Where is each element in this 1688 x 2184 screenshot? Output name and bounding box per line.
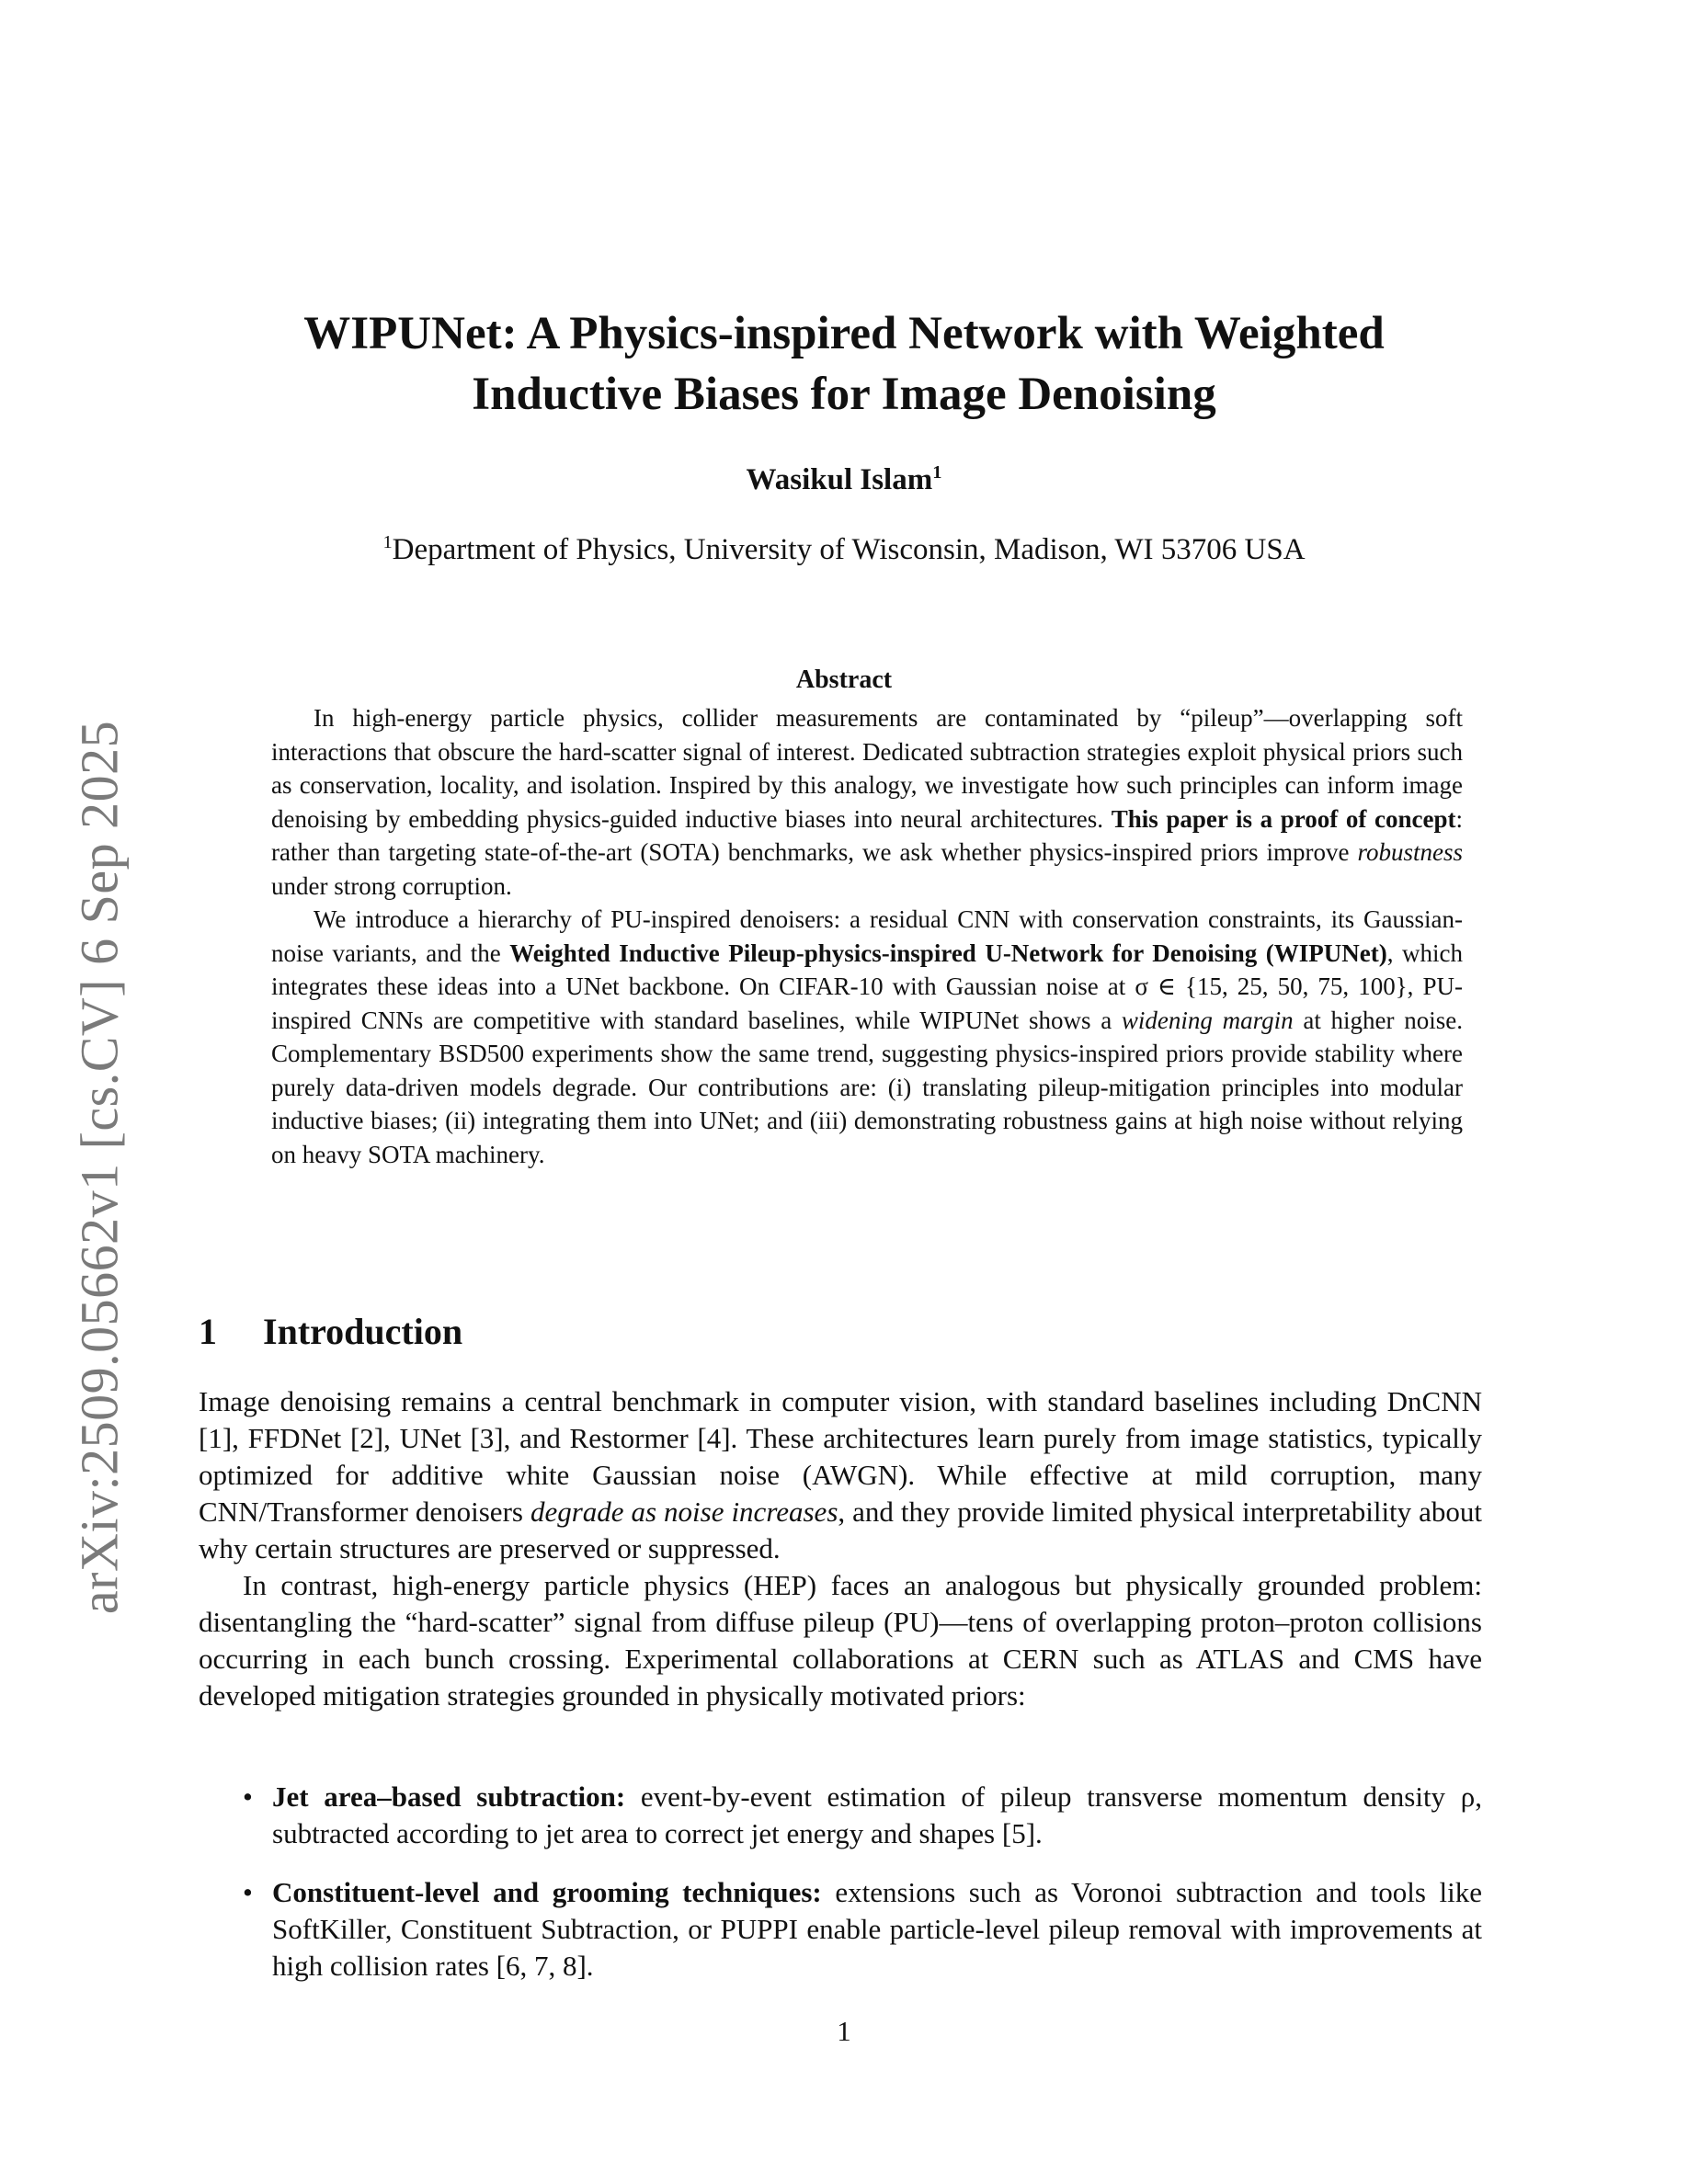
intro-paragraph-1 [199, 1383, 1482, 1567]
abstract-italic: robustness [1357, 838, 1463, 866]
abstract-emphasis: This paper is a proof of concept [1111, 804, 1456, 833]
intro-italic: degrade as noise increases [530, 1496, 838, 1528]
abstract-paragraph-2 [271, 903, 1463, 1171]
author-affiliation-mark: 1 [932, 462, 942, 483]
intro-paragraph-2: In contrast, high-energy particle physics (HEP) faces an analogous but physically grounded problem: disentangling the “hard-scatter” signal from diffuse pileup (PU)—tens of overlapping proton–proton collisions occurring in each bunch crossing. Experimental collaborations at CERN such as ATLAS and CMS have developed mitigation strategies grounded in physically motivated priors: [199, 1569, 1482, 1712]
list-item-heading: Constituent-level and grooming techniques: [272, 1876, 822, 1908]
abstract-text: We introduce a hierarchy of PU-inspired denoisers: a residual CNN with conservation constraints, its Gaussian-noise variants, and the [271, 905, 1463, 967]
list-item-text: event-by-event estimation of pileup transverse momentum density ρ, subtracted according to jet area to correct jet energy and shapes [5]. [272, 1780, 1482, 1849]
abstract-italic: widening margin [1121, 1006, 1294, 1034]
affiliation [184, 531, 1504, 568]
arxiv-identifier: arXiv:2509.05662v1 [cs.CV] 6 Sep 2025 [69, 720, 130, 1615]
mitigation-strategies-list [243, 1779, 1482, 2007]
abstract-text: at higher noise. Complementary BSD500 experiments show the same trend, suggesting physics-inspired priors provide stability where purely data-driven models degrade. Our contributions are: (i) translating pileup-mitigation principles into modular inductive biases; (ii) integrating them into UNet; and (iii) demonstrating robustness gains at high noise without relying on heavy SOTA machinery. [271, 1006, 1463, 1168]
bullet-marker: • [243, 1780, 253, 1813]
author-name: Wasikul Islam [746, 463, 933, 496]
affiliation-text: Department of Physics, University of Wisconsin, Madison, WI 53706 USA [392, 533, 1306, 566]
bullet-marker: • [243, 1876, 253, 1908]
affiliation-mark: 1 [382, 532, 393, 552]
abstract-heading: Abstract [795, 665, 893, 694]
abstract-emphasis: Weighted Inductive Pileup-physics-inspired U-Network for Denoising (WIPUNet) [509, 938, 1387, 967]
abstract-text: : rather than targeting state-of-the-art (SOTA) benchmarks, we ask whether physics-inspired priors improve [271, 804, 1463, 866]
title-line-1: WIPUNet: A Physics-inspired Network with Weighted [303, 308, 1385, 359]
list-item-heading: Jet area–based subtraction: [272, 1780, 626, 1813]
abstract-body [271, 701, 1463, 1171]
paper-title [184, 303, 1504, 425]
introduction-body [199, 1383, 1482, 1714]
abstract-text: under strong corruption. [271, 871, 512, 900]
section-heading-introduction [199, 1310, 462, 1354]
intro-text: Image denoising remains a central benchmark in computer vision, with standard baselines including DnCNN [1], FFDNet [2], UNet [3], and Restormer [4]. These architectures learn purely from image statistics, typically optimized for additive white Gaussian noise (AWGN). While effective at mild corruption, many CNN/Transformer denoisers [199, 1385, 1482, 1528]
page-number: 1 [837, 2015, 851, 2047]
abstract-paragraph-1 [271, 701, 1463, 903]
section-number: 1 [199, 1311, 217, 1352]
author [184, 461, 1504, 498]
list-item-text: extensions such as Voronoi subtraction and tools like SoftKiller, Constituent Subtraction, or PUPPI enable particle-level pileup removal with improvements at high collision rates [6, 7, 8]. [272, 1876, 1482, 1982]
list-item [243, 1874, 1482, 1985]
title-line-2: Inductive Biases for Image Denoising [472, 369, 1216, 420]
section-title: Introduction [263, 1311, 463, 1352]
abstract-text: In high-energy particle physics, collider measurements are contaminated by “pileup”—overlapping soft interactions that obscure the hard-scatter signal of interest. Dedicated subtraction strategies exploit physical priors such as conservation, locality, and isolation. Inspired by this analogy, we investigate how such principles can inform image denoising by embedding physics-guided inductive biases into neural architectures. [271, 704, 1463, 833]
list-item [243, 1779, 1482, 1852]
intro-text: , and they provide limited physical interpretability about why certain structures are preserved or suppressed. [199, 1496, 1483, 1564]
abstract-text: , which integrates these ideas into a UNet backbone. On CIFAR-10 with Gaussian noise at σ ∈ {15, 25, 50, 75, 100}, PU-inspired CNNs are competitive with standard baselines, while WIPUNet shows a [271, 938, 1464, 1034]
